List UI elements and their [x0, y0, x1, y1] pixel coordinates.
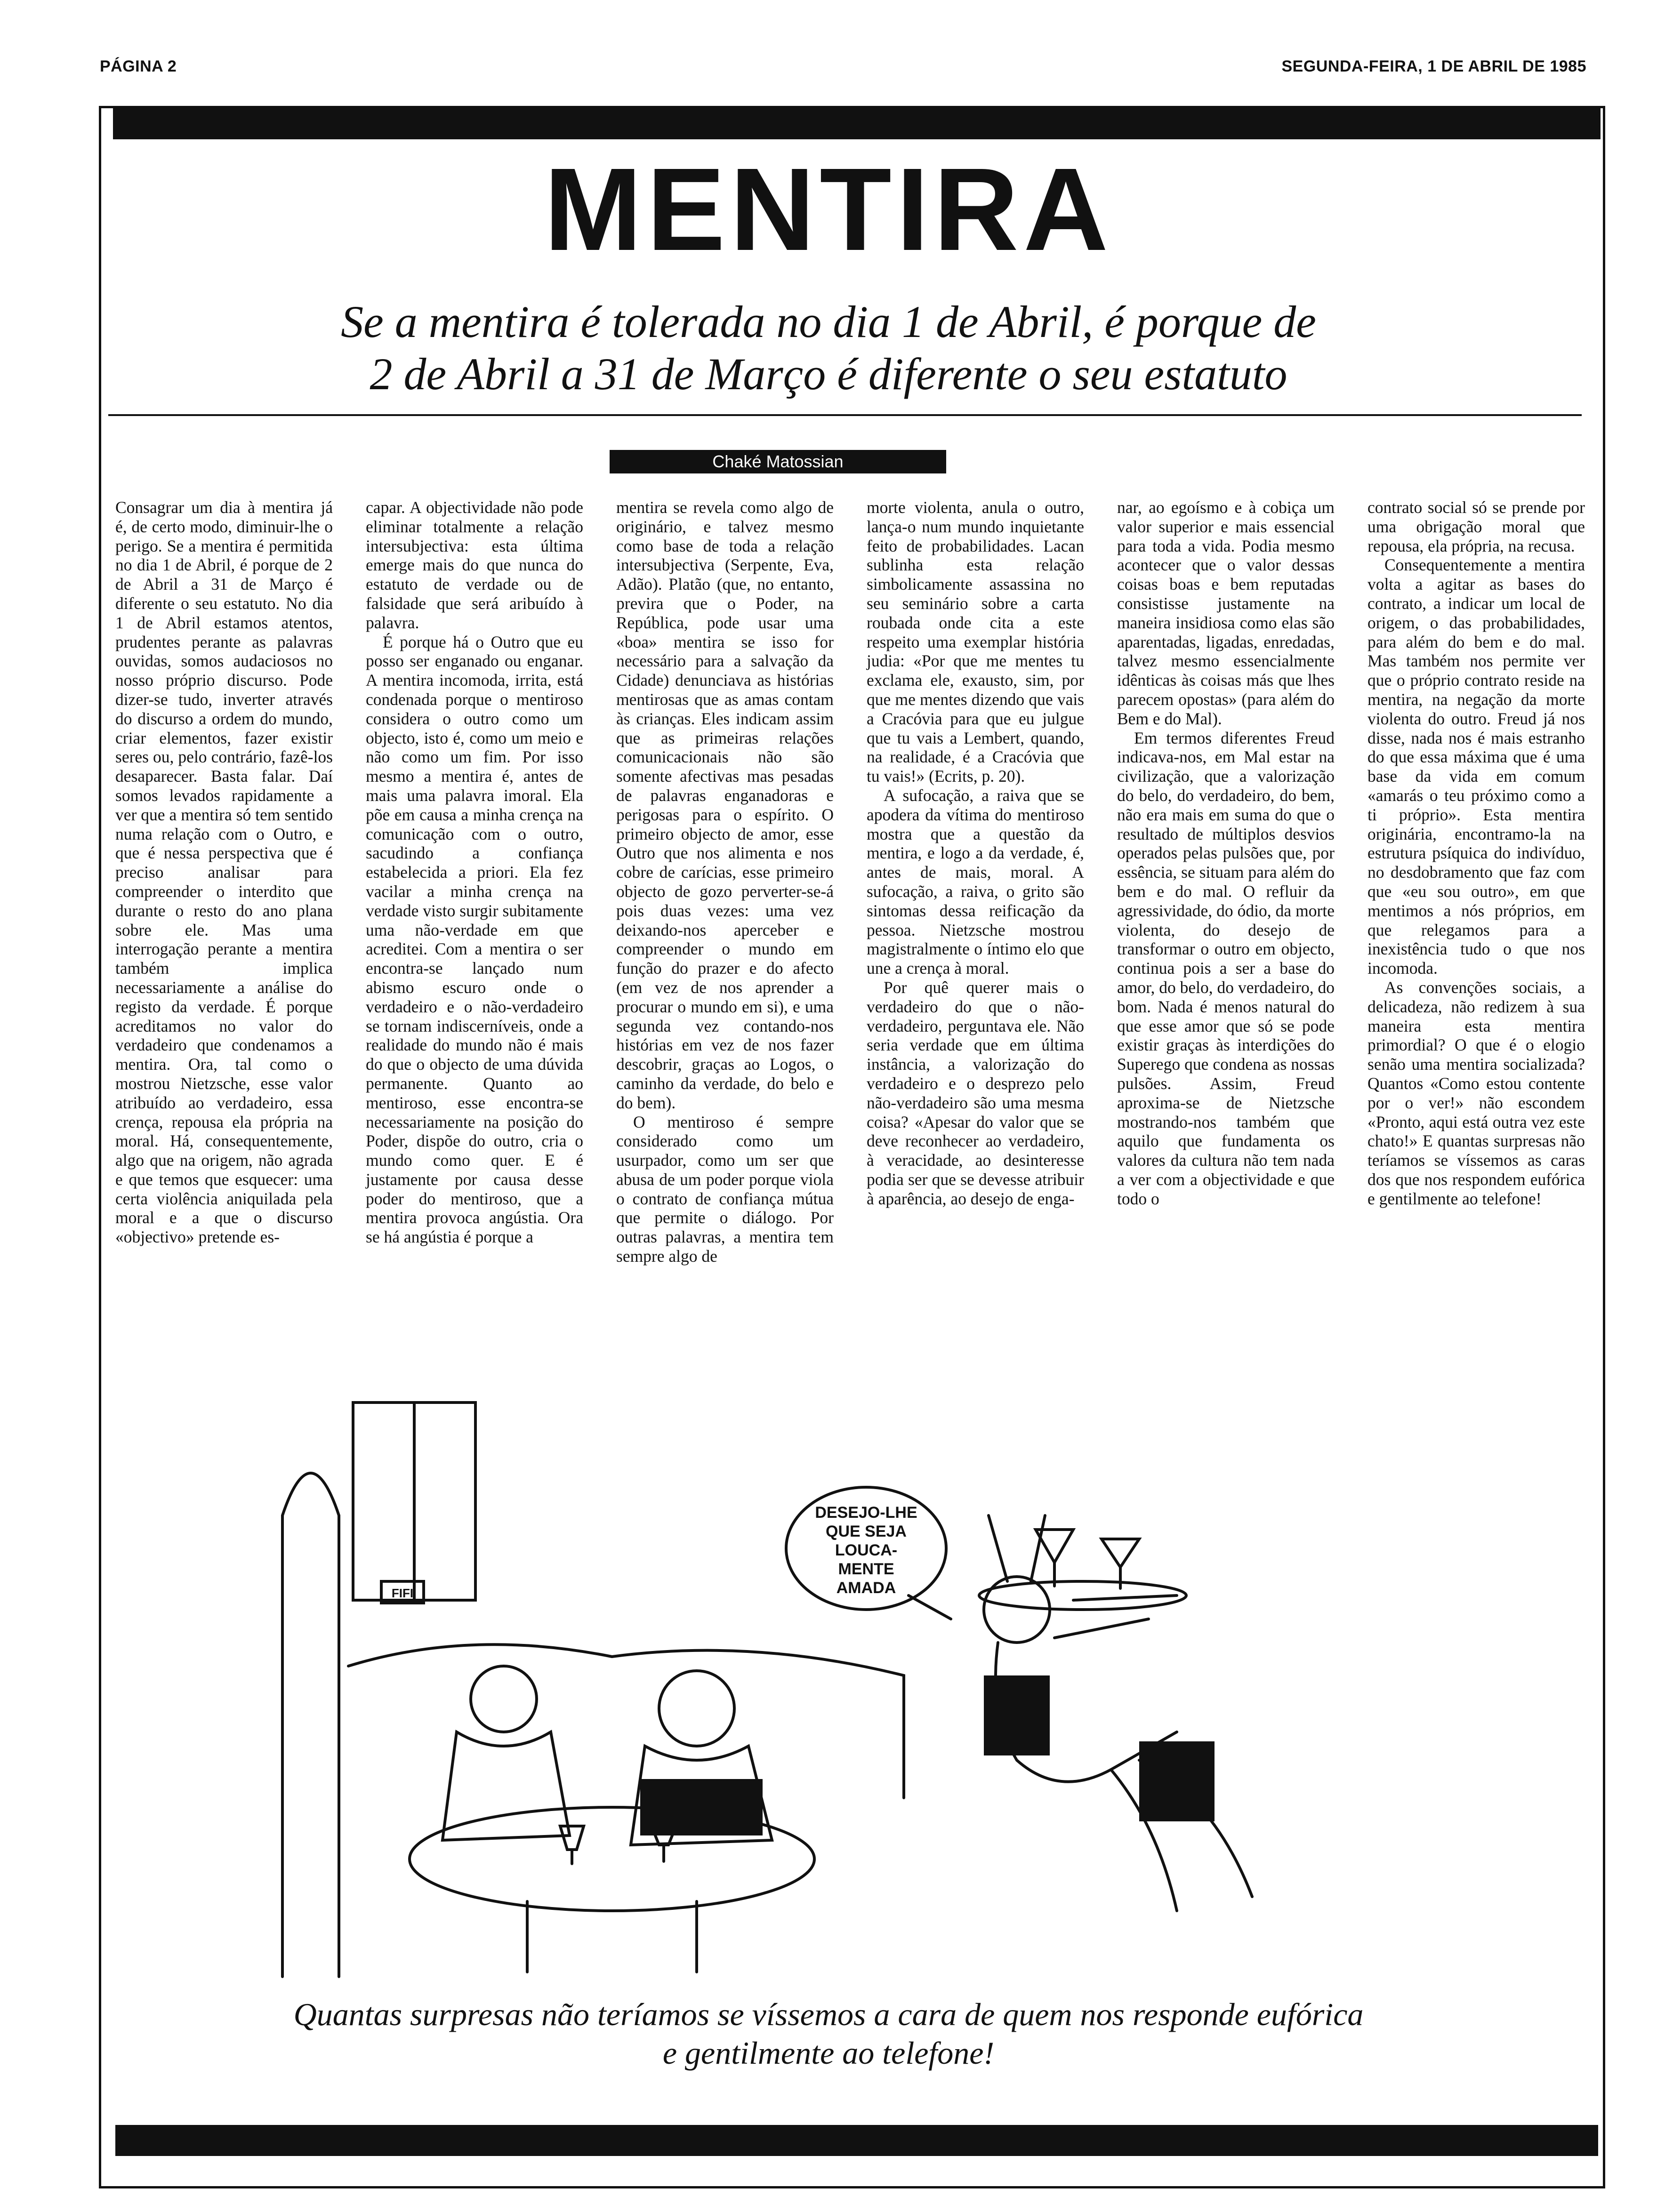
subtitle-line: Se a mentira é tolerada no dia 1 de Abril, é porque de — [341, 297, 1316, 347]
paragraph: As convenções sociais, a delicadeza, não redizem à sua maneira esta mentira primordial? O que é o elogio senão uma mentira socializada? Quantos «Como estou contente por o ver!» não escondem «Pronto, aqui está outra vez este chato!» E quantas surpresas não teríamos se víssemos as caras dos que nos respondem eufórica e gentilmente ao telefone! — [1367, 978, 1585, 1208]
booth-back — [348, 1644, 904, 1798]
paragraph: O mentiroso é sempre considerado como um usurpador, como um ser que abusa de um poder porque viola o contrato de confiança mútua que permite o diálogo. Por outras palavras, a mentira tem sempre algo de — [616, 1112, 834, 1266]
speech-text-line: QUE SEJA — [826, 1523, 907, 1540]
man-head — [471, 1666, 537, 1732]
paragraph: Em termos diferentes Freud indicava-nos, em Mal estar na civilização, que a valorização do belo, do verdadeiro, do bem, não era mais em suma do que o resultado de múltiplos desvios operados pelas pulsões que, por essência, se situam para além do bem e do mal. O refluir da agressividade, do ódio, da morte violenta, do desejo de transformar o outro em objecto, continua pois a ser a base do amor, do belo, do verdadeiro, do bom. Nada é menos natural do que esse amor que só se pode existir graças às interdições do Superego que condena as nossas pulsões. Assim, Freud aproxima-se de Nietzsche mostrando-nos também que aquilo que fundamenta os valores da cultura não tem nada a ver com a objectividade e que todo o — [1117, 728, 1335, 1208]
page-number: PÁGINA 2 — [100, 57, 177, 75]
speech-text-line: LOUCA- — [835, 1541, 898, 1559]
paragraph: contrato social só se prende por uma obrigação moral que repousa, ela própria, na recusa. — [1367, 498, 1585, 555]
man-head — [659, 1671, 734, 1746]
paragraph: A sufocação, a raiva que se apodera da vítima do mentiroso mostra que a questão da mentira, e logo a da verdade, é, antes de mais, moral. A sufocação, a raiva, o grito são sintomas dessa reificação da pessoa. Nietzsche mostrou magistralmente o íntimo elo que une a crença à moral. — [867, 785, 1084, 978]
paragraph: Consequentemente a mentira volta a agitar as bases do contrato, a indicar um local de origem, o das probabilidades, para além do bem e do mal. Mas também nos permite ver que o próprio contrato reside na mentira, na negação da morte violenta do outro. Freud já nos disse, nada nos é mais estranho do que essa máxima que é uma base da vida em comum «amarás o teu próximo como a ti próprio». Esta mentira originária, encontramo-la na estrutura psíquica do indivíduo, no desdobramento que faz com que «eu sou outro», em que mentimos a nós próprios, em que relegamos para a inexistência tudo o que nos incomoda. — [1367, 555, 1585, 978]
paragraph: mentira se revela como algo de originário, e talvez mesmo como base de toda a relação intersubjectiva (Serpente, Eva, Adão). Platão (que, no entanto, previra que o Poder, na República, pode usar uma «boa» mentira se isso for necessário para a salvação da Cidade) denunciava as histórias mentirosas que as amas contam às crianças. Eles indicam assim que as primeiras relações comunicacionais não são somente afectivas mas pesadas de palavras enganadoras e perigosas para o espírito. O primeiro objecto de amor, esse Outro que nos alimenta e nos cobre de carícias, esse primeiro objecto de gozo perverter-se-á pois duas vezes: uma vez deixando-nos aperceber e compreender o mundo em função do prazer e do afecto (em vez de nos aprender a procurar o mundo em si), e uma segunda vez contando-nos histórias em vez de nos fazer descobrir, graças ao Logos, o caminho da verdade, do belo e do bem). — [616, 498, 834, 1112]
section-divider — [108, 414, 1582, 416]
man-suit — [640, 1779, 763, 1835]
bottom-black-bar — [115, 2125, 1598, 2156]
paragraph: Por quê querer mais o verdadeiro do que o não-verdadeiro, perguntava ele. Não seria verdade que em última instância, a valorização do verdadeiro e o desprezo pelo não-verdadeiro são uma mesma coisa? «Apesar do valor que se deve reconhecer ao verdadeiro, à veracidade, ao desinteresse podia ser que se devesse atribuir à aparência, ao desejo de enga- — [867, 978, 1084, 1208]
paragraph: É porque há o Outro que eu posso ser enganado ou enganar. A mentira incomoda, irrita, está condenada porque o mentiroso considera o outro como um objecto, isto é, como um meio e não como um fim. Por isso mesmo a mentira é, antes de mais uma palavra imoral. Ela põe em causa a minha crença na comunicação com o outro, sacudindo a confiança estabelecida a priori. Ela fez vacilar a minha crença na verdade visto surgir subitamente uma não-verdade em que acreditei. Com a mentira o ser encontra-se lançado num abismo escuro onde o verdadeiro e o não-verdadeiro se tornam indiscerníveis, onde a realidade do mundo não é mais do que o objecto de uma dúvida permanente. Quanto ao mentiroso, esse encontra-se necessariamente na posição do Poder, dispõe do outro, cria o mundo como quer. E é justamente por causa desse poder do mentiroso, que a mentira provoca angústia. Ora se há angústia é porque a — [366, 632, 583, 1247]
speech-bubble-tail — [909, 1595, 951, 1619]
left-curtain — [282, 1473, 339, 1977]
speech-text-line: MENTE — [838, 1560, 894, 1578]
waitress-costume — [984, 1675, 1050, 1755]
article-column-4 — [867, 498, 1084, 1208]
cocktail-glass — [1036, 1530, 1073, 1586]
author-byline: Chaké Matossian — [610, 450, 946, 473]
paragraph: morte violenta, anula o outro, lança-o num mundo inquietante feito de probabilidades. Lacan sublinha esta relação simbolicamente assassina no seu seminário sobre a carta roubada onde cita a este respeito uma exemplar história judia: «Por que me mentes tu exclama ele, exausto, sim, por que me mentes dizendo que vais a Cracóvia para que eu julgue que tu vais a Lembert, quando, na realidade, é a Cracóvia que tu vais!» (Ecrits, p. 20). — [867, 498, 1084, 786]
speech-text-line: AMADA — [836, 1579, 896, 1597]
paragraph: capar. A objectividade não pode eliminar totalmente a relação intersubjectiva: esta última emerge mais do que nunca do estatuto de verdade ou de falsidade que será aribuído à palavra. — [366, 498, 583, 632]
article-title: MENTIRA — [544, 144, 1113, 275]
subtitle-line: 2 de Abril a 31 de Março é diferente o seu estatuto — [370, 349, 1287, 400]
top-black-bar — [113, 108, 1601, 139]
paragraph: Consagrar um dia à mentira já é, de certo modo, diminuir-lhe o perigo. Se a mentira é permitida no dia 1 de Abril, é porque de 2 de Abril a 31 de Março é diferente o seu estatuto. No dia 1 de Abril estamos atentos, prudentes perante as palavras ouvidas, somos audaciosos no nosso próprio discurso. Pode dizer-se tudo, inverter através do discurso a ordem do mundo, criar elementos, fazer existir seres ou, pelo contrário, fazê-los desaparecer. Basta falar. Daí somos levados rapidamente a ver que a mentira só tem sentido numa relação com o Outro, e que é nessa perspectiva que é preciso analisar para compreender o interdito que durante o resto do ano plana sobre ele. Mas uma interrogação perante a mentira também implica necessariamente a análise do registo da verdade. É porque acreditamos no valor do verdadeiro que condenamos a mentira. Ora, tal como o mostrou Nietzsche, esse valor atribuído ao verdadeiro, essa crença, repousa ela própria na moral. Há, consequentemente, algo que na origem, não agrada e que temos que esquecer: uma certa violência aniquilada pela moral e a que o discurso «objectivo» pretende es- — [115, 498, 333, 1247]
article-column-6 — [1367, 498, 1585, 1208]
article-subtitle — [0, 296, 1657, 401]
article-body — [115, 498, 1585, 1266]
speech-text-line: DESEJO-LHE — [815, 1504, 917, 1522]
article-column-1 — [115, 498, 333, 1247]
waitress-arm — [1054, 1595, 1177, 1638]
paragraph: nar, ao egoísmo e à cobiça um valor superior e mais essencial para toda a vida. Podia mesmo acontecer que o valor dessas coisas boas e bem reputadas consistisse justamente na maneira insidiosa como elas são aparentadas, ligadas, enredadas, talvez mesmo essencialmente idênticas às coisas más que lhes parecem opostas» (para além do Bem e do Mal). — [1117, 498, 1335, 728]
cartoon-illustration — [282, 1374, 1375, 1977]
bunny-ears — [989, 1515, 1045, 1581]
sign-text: FIFI — [391, 1586, 414, 1600]
waitress-stockings — [1139, 1741, 1215, 1821]
caption-line: e gentilmente ao telefone! — [662, 2035, 995, 2071]
article-column-5 — [1117, 498, 1335, 1208]
article-column-2 — [366, 498, 583, 1247]
cartoon-svg — [282, 1374, 1375, 1977]
page-date: SEGUNDA-FEIRA, 1 DE ABRIL DE 1985 — [1281, 57, 1586, 75]
cartoon-caption — [0, 1996, 1657, 2072]
wine-glass — [560, 1826, 584, 1864]
article-column-3 — [616, 498, 834, 1266]
caption-line: Quantas surpresas não teríamos se víssemos a cara de quem nos responde eufórica — [293, 1996, 1364, 2032]
